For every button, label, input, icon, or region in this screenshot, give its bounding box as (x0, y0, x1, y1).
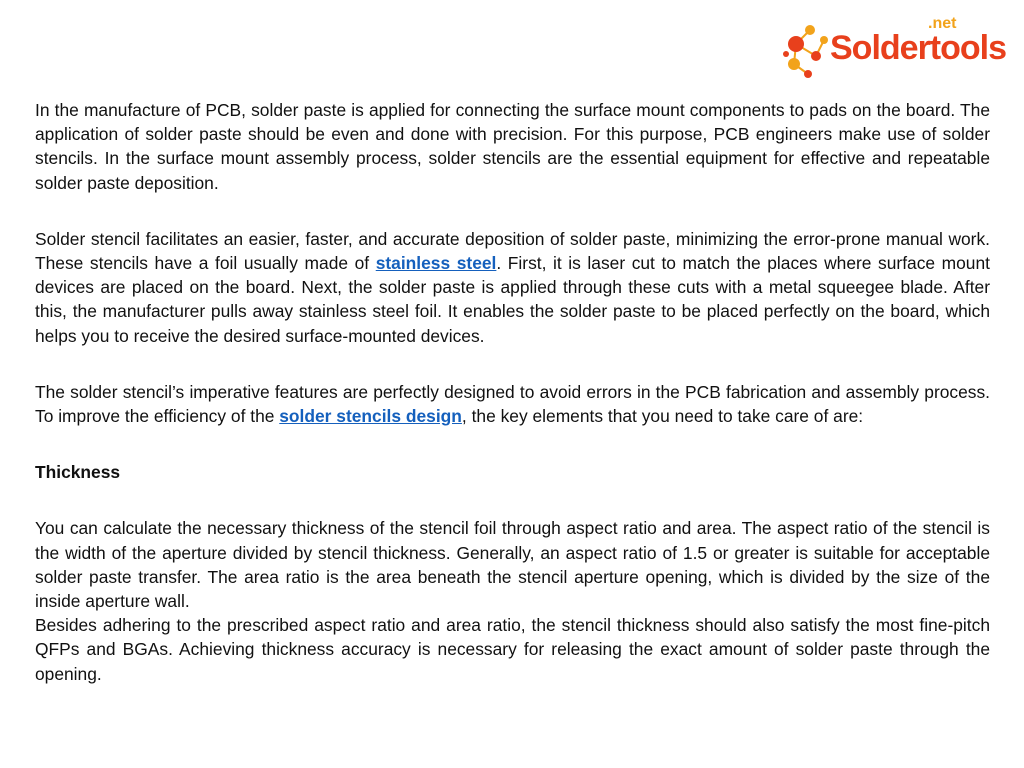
paragraph-thickness-accuracy: Besides adhering to the prescribed aspect ratio and area ratio, the stencil thickness should also satisfy the most fine-pitch QFPs and BGAs. Achieving thickness accuracy is necessary for releasing the exact amount of solder paste through the opening. (35, 615, 990, 684)
stainless-steel-link[interactable]: stainless steel (375, 253, 497, 274)
paragraph-text: , the key elements that you need to take care of are: (461, 406, 864, 427)
logo-tld-text: .net (928, 15, 957, 32)
soldertools-logo[interactable] (780, 14, 1006, 80)
paragraph-features (35, 380, 990, 428)
paragraph-intro: In the manufacture of PCB, solder paste is applied for connecting the surface mount components to pads on the board. The application of solder paste should be even and done with precision. For this purpose, PCB engineers make use of solder stencils. In the surface mount assembly process, solder stencils are the essential equipment for effective and repeatable solder paste deposition. (35, 100, 990, 193)
paragraph-text: Solder stencil facilitates an easier, faster, and accurate deposition of solder paste, minimizing the error-prone manual work. These stencils have a foil usually made of (35, 228, 990, 274)
logo-brand-text: Soldertools (830, 29, 1007, 67)
section-heading-thickness: Thickness (35, 462, 121, 483)
paragraph-aspect-ratio: You can calculate the necessary thickness of the stencil foil through aspect ratio and area. The aspect ratio of the stencil is the width of the aperture divided by stencil thickness. Generally, an aspect ratio of 1.5 or greater is suitable for acceptable solder paste transfer. The area ratio is the area beneath the stencil aperture opening, which is divided by the size of the inside aperture wall. (35, 518, 990, 612)
paragraph-text: . First, it is laser cut to match the places where surface mount devices are placed on the board. Next, the solder paste is applied through these cuts with a metal squeegee blade. After this, the manufacturer pulls away stainless steel foil. It enables the solder paste to be placed perfectly on the board, which helps you to receive the desired surface-mounted devices. (35, 253, 990, 346)
paragraph-stencil-foil (35, 227, 990, 348)
article-body (35, 98, 990, 686)
solder-stencils-design-link[interactable]: solder stencils design (279, 406, 462, 427)
paragraph-text: The solder stencil’s imperative features are perfectly designed to avoid errors in the PCB fabrication and assembly process. To improve the efficiency of the (35, 381, 990, 427)
